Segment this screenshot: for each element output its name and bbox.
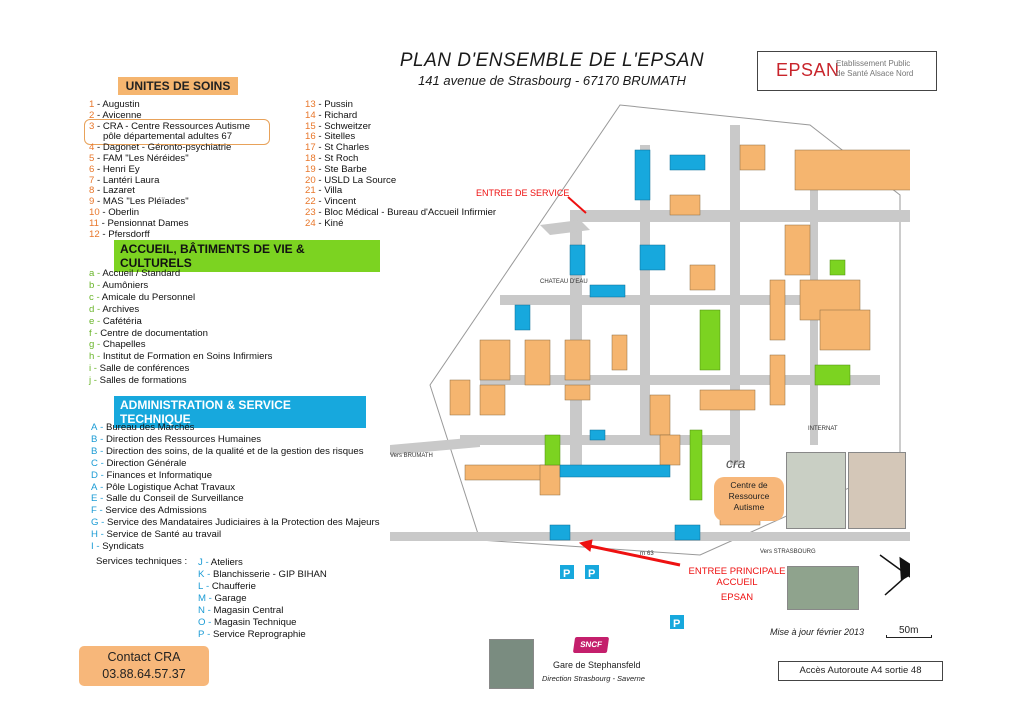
building-23b xyxy=(565,385,590,400)
legend-item: K - Blanchisserie - GIP BIHAN xyxy=(198,569,327,580)
compass-icon xyxy=(880,553,910,595)
building-h xyxy=(815,365,850,385)
building-14 xyxy=(770,280,785,340)
legend-code: d xyxy=(89,303,95,315)
legend-item: N - Magasin Central xyxy=(198,605,284,616)
entree-principale-line2: ACCUEIL xyxy=(716,577,758,588)
legend-label: Salle du Conseil de Surveillance xyxy=(105,493,244,505)
legend-item: M - Garage xyxy=(198,593,247,604)
gare-photo xyxy=(489,639,534,689)
vers-brumath-label: Vers BRUMATH xyxy=(390,453,433,459)
gare-label: Gare de Stephansfeld xyxy=(553,660,641,670)
building-12 xyxy=(450,380,470,415)
legend-item: J - Ateliers xyxy=(198,557,243,568)
legend-code: B xyxy=(91,445,98,457)
building-P xyxy=(590,430,605,440)
gare-direction: Direction Strasbourg - Saverne xyxy=(542,674,645,683)
campus-map xyxy=(390,85,910,645)
title-line1: PLAN D'ENSEMBLE DE L'EPSAN xyxy=(399,50,705,71)
legend-code: 18 xyxy=(305,152,316,164)
building-15 xyxy=(700,390,755,410)
map-title xyxy=(392,50,712,88)
building-g xyxy=(545,435,560,465)
parking-label-1: P xyxy=(563,568,571,580)
legend-code: 10 xyxy=(89,206,100,218)
legend-label: - Dagonet - Géronto-psychiatrie xyxy=(94,142,232,154)
building-7 xyxy=(480,340,510,380)
legend-item: j - Salles de formations xyxy=(89,375,187,387)
logo-subtitle xyxy=(836,59,913,79)
legend-item: H - Service de Santé au travail xyxy=(91,529,222,541)
chateau-label: CHATEAU D'EAU xyxy=(540,279,588,285)
legend-code: F xyxy=(91,505,97,517)
legend-code: 3 xyxy=(89,120,95,132)
legend-label: - Bloc Médical - Bureau d'Accueil Infirmier xyxy=(315,206,497,218)
legend-code: h xyxy=(89,351,95,363)
legend-label: Blanchisserie - GIP BIHAN xyxy=(212,569,327,580)
legend-code: P xyxy=(198,629,205,640)
legend-code: 22 xyxy=(305,196,316,208)
legend-code: 5 xyxy=(89,152,95,164)
legend-item: b - Aumôniers xyxy=(89,279,149,291)
legend-code: e xyxy=(89,315,95,327)
legend-code: O xyxy=(198,617,206,628)
legend-label: - St Roch xyxy=(315,152,359,164)
legend-label: - CRA - Centre Ressources Autisme xyxy=(94,120,251,132)
legend-item: d - Archives xyxy=(89,303,140,315)
legend-label: Pôle Logistique Achat Travaux xyxy=(105,481,236,493)
legend-label: Service des Admissions xyxy=(105,505,207,517)
legend-label: Syndicats xyxy=(102,541,144,553)
legend-label: - Pensionnat Dames xyxy=(98,217,189,229)
contact-phone: 03.88.64.57.37 xyxy=(102,667,186,681)
legend-label: Chapelles xyxy=(102,339,146,351)
legend-item: P - Service Reprographie xyxy=(198,629,306,640)
legend-label: Service des Mandataires Judiciaires à la Protection des Majeurs xyxy=(107,517,380,529)
legend-code: i xyxy=(89,363,92,375)
legend-code: G xyxy=(91,517,99,529)
building-5-9 xyxy=(795,150,910,190)
building-13 xyxy=(820,310,870,350)
parking-label-2: P xyxy=(588,568,596,580)
building-22 xyxy=(670,195,700,215)
legend-code: 2 xyxy=(89,109,95,121)
legend-label: - Schweitzer xyxy=(315,120,372,132)
legend-item: a - Accueil / Standard xyxy=(89,268,181,279)
legend-label: - Pussin xyxy=(315,99,353,110)
legend-code: 24 xyxy=(305,217,316,229)
legend-code: 11 xyxy=(89,217,99,229)
legend-code: a xyxy=(89,268,95,279)
building-M xyxy=(670,155,705,170)
parking-label-3: P xyxy=(673,618,681,630)
legend-label: Service de Santé au travail xyxy=(106,529,222,541)
legend-label: Accueil / Standard xyxy=(102,268,181,279)
legend-label: - Ste Barbe xyxy=(315,163,367,175)
legend-code: N xyxy=(198,605,205,616)
scale-bar xyxy=(886,635,932,638)
legend-label: Finances et Informatique xyxy=(106,469,213,481)
legend-code: K xyxy=(198,569,205,580)
legend-code: E xyxy=(91,493,98,505)
logo-name: EPSAN xyxy=(776,60,840,80)
admin-list xyxy=(91,422,380,553)
legend-code: J xyxy=(198,557,203,568)
entree-principale-line3: EPSAN xyxy=(720,592,754,603)
legend-label: Ateliers xyxy=(210,557,243,568)
legend-code: c xyxy=(89,291,94,303)
scale-label: 50m xyxy=(899,625,919,636)
accueil-list xyxy=(89,268,272,387)
legend-code: D xyxy=(91,469,98,481)
legend-label: - Avicenne xyxy=(94,109,142,121)
building-4 xyxy=(785,225,810,275)
legend-code: 17 xyxy=(305,142,316,154)
legend-item: B - Direction des Ressources Humaines xyxy=(91,433,262,445)
autoroute-box: Accès Autoroute A4 sortie 48 xyxy=(778,661,943,681)
legend-code: 8 xyxy=(89,185,95,197)
services-list xyxy=(198,557,327,641)
legend-label: Cafétéria xyxy=(102,315,142,327)
legend-code: 7 xyxy=(89,174,95,186)
legend-code: 23 xyxy=(305,206,316,218)
legend-code: f xyxy=(89,327,92,339)
building-23a xyxy=(565,340,590,380)
legend-code: 14 xyxy=(305,109,316,121)
building-18 xyxy=(660,435,680,465)
legend-label: - Lazaret xyxy=(94,185,135,197)
legend-code: 20 xyxy=(305,174,316,186)
logo-subtitle-2: de Santé Alsace Nord xyxy=(836,69,914,78)
legend-item: e - Cafétéria xyxy=(89,315,142,327)
legend-code: A xyxy=(91,422,98,433)
legend-label: - Oberlin xyxy=(99,206,140,218)
legend-item: D - Finances et Informatique xyxy=(91,469,213,481)
legend-code: C xyxy=(91,457,98,469)
legend-label: - MAS "Les Pléïades" xyxy=(94,196,189,208)
building-j-strip xyxy=(690,430,702,500)
legend-item: E - Salle du Conseil de Surveillance xyxy=(91,493,244,505)
legend-label: - St Charles xyxy=(315,142,369,154)
services-label: Services techniques : xyxy=(96,556,188,567)
legend-label: pôle départemental adultes 67 xyxy=(103,131,233,143)
legend-code: 6 xyxy=(89,163,95,175)
legend-label: - Richard xyxy=(315,109,358,121)
building-C-E-D-A xyxy=(560,465,670,477)
legend-label: Salles de formations xyxy=(99,375,187,387)
legend-item: F - Service des Admissions xyxy=(91,505,207,517)
unites-heading: UNITES DE SOINS xyxy=(118,77,238,95)
vers-strasbourg-label: Vers STRASBOURG xyxy=(760,549,816,555)
legend-label: Garage xyxy=(214,593,247,604)
legend-code: A xyxy=(91,481,98,493)
legend-item: f - Centre de documentation xyxy=(89,327,208,339)
legend-code: 19 xyxy=(305,163,316,175)
building-6 xyxy=(740,145,765,170)
legend-code: 4 xyxy=(89,142,95,154)
building-19 xyxy=(480,385,505,415)
building-24 xyxy=(612,335,627,370)
cra-callout-line2: Ressource xyxy=(728,491,770,501)
contact-cra-box xyxy=(79,646,209,686)
unites-list xyxy=(89,100,250,240)
legend-label: Archives xyxy=(102,303,140,315)
legend-item: c - Amicale du Personnel xyxy=(89,291,196,303)
admin-heading: ADMINISTRATION & SERVICE TECHNIQUE xyxy=(114,396,366,428)
legend-code: 9 xyxy=(89,196,95,208)
legend-code: I xyxy=(91,541,94,553)
title-address: 141 avenue de Strasbourg - 67170 BRUMATH xyxy=(418,73,686,88)
cra-callout xyxy=(714,477,784,521)
road-rn63 xyxy=(390,532,910,541)
legend-label: - Vincent xyxy=(315,196,357,208)
legend-item: g - Chapelles xyxy=(89,339,146,351)
building-16 xyxy=(830,260,845,275)
building-11 xyxy=(540,465,560,495)
logo-subtitle-1: Etablissement Public xyxy=(836,59,911,68)
building-20 xyxy=(465,465,545,480)
legend-label: - Villa xyxy=(315,185,343,197)
building-J xyxy=(675,525,700,540)
legend-code: L xyxy=(198,581,204,592)
legend-label: Magasin Technique xyxy=(214,617,297,628)
legend-item xyxy=(89,230,250,241)
building-e-i xyxy=(700,310,720,370)
building-N xyxy=(635,150,650,200)
legend-item: h - Institut de Formation en Soins Infirmiers xyxy=(89,351,273,363)
building-O xyxy=(590,285,625,297)
legend-code: 16 xyxy=(305,131,316,143)
accueil-heading: ACCUEIL, BÂTIMENTS DE VIE & CULTURELS xyxy=(114,240,380,272)
legend-label: - USLD La Source xyxy=(315,174,397,186)
legend-item: I - Syndicats xyxy=(91,541,144,553)
legend-item: O - Magasin Technique xyxy=(198,617,297,628)
update-date: Mise à jour février 2013 xyxy=(770,627,865,637)
legend-item: C - Direction Générale xyxy=(91,457,187,469)
legend-label: - Augustin xyxy=(94,99,140,110)
cra-building-photo-2 xyxy=(848,452,906,529)
entree-service-label: ENTREE DE SERVICE xyxy=(476,188,570,198)
sncf-logo: SNCF xyxy=(573,637,609,653)
legend-item: B - Direction des soins, de la qualité et de la gestion des risques xyxy=(91,445,364,457)
legend-code: g xyxy=(89,339,95,351)
building-L xyxy=(640,245,665,270)
entrance-photo xyxy=(787,566,859,610)
legend-item: L - Chaufferie xyxy=(198,581,256,592)
legend-label: - Henri Ey xyxy=(94,163,140,175)
building-21 xyxy=(690,265,715,290)
cra-callout-line1: Centre de xyxy=(730,480,768,490)
legend-item: A - Pôle Logistique Achat Travaux xyxy=(91,481,236,493)
legend-label: Chaufferie xyxy=(211,581,256,592)
legend-code: 21 xyxy=(305,185,316,197)
building-10 xyxy=(770,355,785,405)
legend-label: Direction Générale xyxy=(106,457,187,469)
legend-code: 13 xyxy=(305,99,316,110)
legend-code: b xyxy=(89,279,95,291)
legend-label: - Pfersdorff xyxy=(99,228,150,240)
legend-code: j xyxy=(89,375,92,387)
parking-area xyxy=(560,565,684,630)
legend-label: Centre de documentation xyxy=(100,327,208,339)
legend-item: G - Service des Mandataires Judiciaires à la Protection des Majeurs xyxy=(91,517,380,529)
legend-code: H xyxy=(91,529,98,541)
cra-building-photo-1 xyxy=(786,452,846,529)
entree-principale-line1: ENTREE PRINCIPALE xyxy=(688,566,786,577)
legend-label: Magasin Central xyxy=(213,605,284,616)
legend-code: 1 xyxy=(89,99,95,110)
building-17 xyxy=(650,395,670,435)
legend-label: - Kiné xyxy=(315,217,344,229)
internat-label: INTERNAT xyxy=(808,426,838,432)
building-K xyxy=(570,245,585,275)
legend-code: M xyxy=(198,593,206,604)
cra-logo: cra xyxy=(726,455,746,471)
cra-callout-line3: Autisme xyxy=(733,502,765,512)
legend-label: - FAM "Les Néréides" xyxy=(94,152,189,164)
building-8 xyxy=(525,340,550,385)
legend-item: i - Salle de conférences xyxy=(89,363,190,375)
legend-label: Institut de Formation en Soins Infirmiers xyxy=(102,351,273,363)
road-vertical-3 xyxy=(730,125,740,465)
legend-label: Amicale du Personnel xyxy=(101,291,196,303)
entree-principale-label xyxy=(672,566,802,603)
legend-code: 15 xyxy=(305,120,316,132)
legend-item: A - Bureau des Marchés xyxy=(91,422,195,433)
legend-label: - Sitelles xyxy=(315,131,356,143)
legend-label: - Lantéri Laura xyxy=(94,174,160,186)
legend-code: 12 xyxy=(89,228,100,240)
legend-label: Direction des Ressources Humaines xyxy=(105,433,262,445)
contact-title: Contact CRA xyxy=(107,650,181,664)
legend-label: Aumôniers xyxy=(102,279,149,291)
legend-label: Salle de conférences xyxy=(99,363,190,375)
building-F xyxy=(550,525,570,540)
legend-label: Bureau des Marchés xyxy=(105,422,195,433)
rn-label: rn 63 xyxy=(640,551,654,557)
legend-label: Service Reprographie xyxy=(212,629,306,640)
building-B xyxy=(515,305,530,330)
legend-code: B xyxy=(91,433,98,445)
legend-label: Direction des soins, de la qualité et de la gestion des risques xyxy=(105,445,364,457)
